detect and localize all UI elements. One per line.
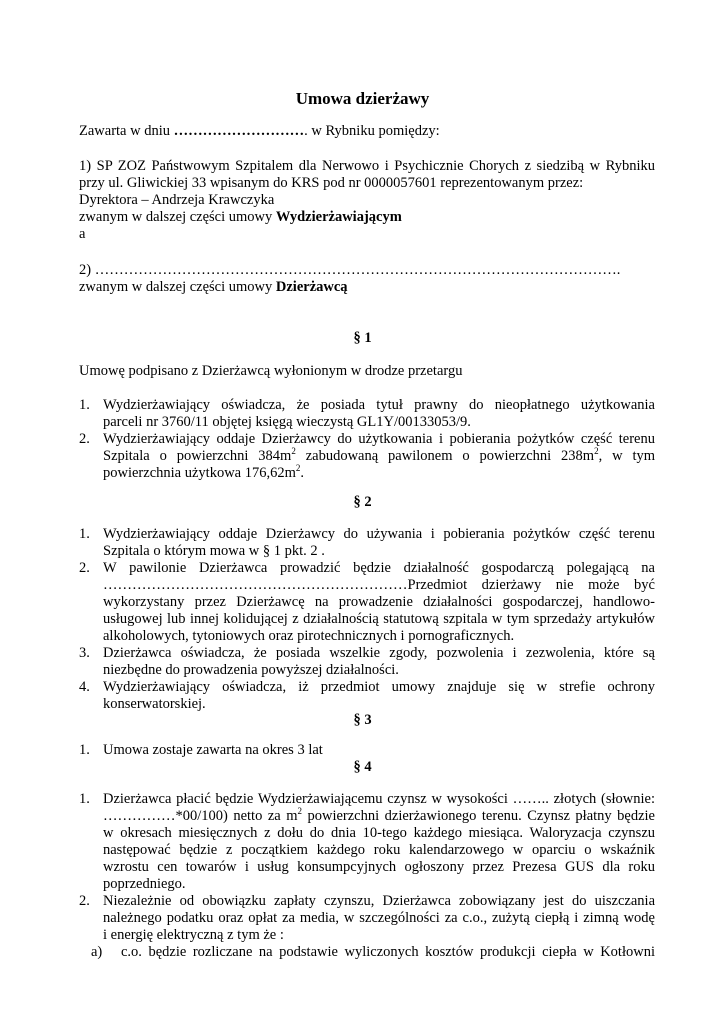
s1-p2-number: 2.: [79, 431, 90, 447]
s1-p2-line3-a: powierzchnia użytkowa 176,62m: [103, 465, 296, 481]
s4-p2-line1: Niezależnie od obowiązku zapłaty czynszu, Dzierżawca zobowiązany jest do uiszczania: [103, 893, 655, 909]
party1-role-prefix: zwanym w dalszej części umowy: [79, 209, 276, 225]
section-1-intro: Umowę podpisano z Dzierżawcą wyłonionym w drodze przetargu: [79, 363, 463, 379]
s2-p2-line3: wykorzystany przez Dzierżawcę na prowadzenie działalności gospodarczej, handlowo-: [103, 594, 655, 610]
intro-prefix: Zawarta w dniu: [79, 123, 174, 139]
s4-p1-line2: [103, 808, 655, 825]
s4-pa-line1: c.o. będzie rozliczane na podstawie wyliczonych kosztów produkcji ciepła w Kotłowni: [121, 944, 655, 960]
s1-p2-line3: [103, 465, 655, 482]
s4-p1-line4: następować będzie z początkiem każdego roku kalendarzowego w oparciu o wskaźnik: [103, 842, 655, 858]
section-2-heading: § 2: [353, 494, 372, 510]
s1-p2-line2-c: , w tym: [598, 448, 656, 464]
party2-role-prefix: zwanym w dalszej części umowy: [79, 279, 276, 295]
superscript: 2: [291, 446, 296, 457]
s2-p4-number: 4.: [79, 679, 90, 695]
s1-p2-line2-b: zabudowaną pawilonem o powierzchni 238m: [295, 448, 595, 464]
s4-p2-line3: i energię elektryczną z tym że :: [103, 927, 284, 943]
s2-p4-line2: konserwatorskiej.: [103, 696, 206, 712]
s1-p1-number: 1.: [79, 397, 90, 413]
s2-p1-line1: Wydzierżawiający oddaje Dzierżawcy do używania i pobierania pożytków część terenu: [103, 526, 655, 542]
party2-role: Dzierżawcą: [275, 279, 348, 295]
s2-p2-number: 2.: [79, 560, 90, 576]
section-4-heading: § 4: [353, 759, 372, 775]
intro-line: [79, 123, 655, 140]
s1-p2-line2: [103, 448, 655, 465]
s4-p2-number: 2.: [79, 893, 90, 909]
party1-line1: 1) SP ZOZ Państwowym Szpitalem dla Nerwowo i Psychicznie Chorych z siedzibą w Rybniku: [79, 158, 655, 174]
s2-p3-line2: niezbędne do prowadzenia powyższej działalności.: [103, 662, 399, 678]
party1-line5: a: [79, 226, 86, 242]
superscript: 2: [594, 446, 599, 457]
s2-p1-number: 1.: [79, 526, 90, 542]
party2-line1: 2) ……………………………………………………………………………………………….: [79, 262, 621, 278]
s2-p2-line2: ………………………………………………………Przedmiot dzierżawy nie może być: [103, 577, 655, 593]
superscript: 2: [295, 463, 301, 474]
s4-p1-line5: wzrostu cen towarów i usług konsumpcyjnych ogłoszony przez Prezesa GUS dla roku: [103, 859, 655, 875]
document-title: Umowa dzierżawy: [295, 89, 430, 108]
s4-p1-line1: Dzierżawca płacić będzie Wydzierżawiającemu czynsz w wysokości …….. złotych (słownie:: [103, 791, 655, 807]
s1-p1-line1: Wydzierżawiający oświadcza, że posiada tytuł prawny do nieopłatnego użytkowania: [103, 397, 655, 413]
s3-p1-line1: Umowa zostaje zawarta na okres 3 lat: [103, 742, 323, 758]
s2-p1-line2: Szpitala o którym mowa w § 1 pkt. 2 .: [103, 543, 325, 559]
s1-p1-line2: parceli nr 3760/11 objętej księgą wieczystą GL1Y/00133053/9.: [103, 414, 471, 430]
s1-p2-line3-b: .: [300, 465, 305, 481]
s4-p2-line2: należnego podatku oraz opłat za media, w szczególności za c.o., zużytą ciepłą i zimną wodę: [103, 910, 655, 926]
party1-line2: przy ul. Gliwickiej 33 wpisanym do KRS pod nr 0000057601 reprezentowanym przez:: [79, 175, 584, 191]
s2-p2-line1: W pawilonie Dzierżawca prowadzić będzie działalność gospodarczą polegającą na: [103, 560, 655, 576]
s2-p4-line1: Wydzierżawiający oświadcza, iż przedmiot umowy znajduje się w strefie ochrony: [103, 679, 655, 695]
s4-p1-line3: w okresach miesięcznych z dołu do dnia 10-tego każdego miesiąca. Waloryzacja czynszu: [103, 825, 655, 841]
s1-p2-line1: Wydzierżawiający oddaje Dzierżawcy do użytkowania i pobierania pożytków część terenu: [103, 431, 655, 447]
s2-p3-line1: Dzierżawca oświadcza, że posiada wszelkie zgody, pozwolenia i zezwolenia, które są: [103, 645, 655, 661]
section-3-heading: § 3: [353, 712, 372, 728]
superscript: 2: [297, 806, 302, 817]
s1-p2-line2-a: Szpitala o powierzchni 384m: [103, 448, 292, 464]
s4-p1-line2-a: ……………*00/100) netto za m: [103, 808, 298, 824]
s3-p1-number: 1.: [79, 742, 90, 758]
date-placeholder: ………………………: [173, 123, 305, 139]
s4-pa-letter: a): [91, 944, 103, 960]
s2-p3-number: 3.: [79, 645, 90, 661]
s2-p2-line5: alkoholowych, tytoniowych oraz pirotechnicznych i pornograficznych.: [103, 628, 515, 644]
party1-line3: Dyrektora – Andrzeja Krawczyka: [79, 192, 275, 208]
party1-line4: [79, 209, 655, 226]
s2-p2-line4: usługowej lub innej kolidującej z działalnością statutową szpitala w tym sprzedaży artykułów: [103, 611, 655, 627]
intro-suffix: . w Rybniku pomiędzy:: [304, 123, 440, 139]
s4-p1-number: 1.: [79, 791, 90, 807]
s4-p1-line2-b: powierzchni dzierżawionego terenu. Czynsz płatny będzie: [301, 808, 655, 824]
party1-role: Wydzierżawiającym: [275, 209, 402, 225]
s4-p1-line6: poprzedniego.: [103, 876, 186, 892]
section-1-heading: § 1: [353, 330, 372, 346]
party2-line2: [79, 279, 655, 296]
